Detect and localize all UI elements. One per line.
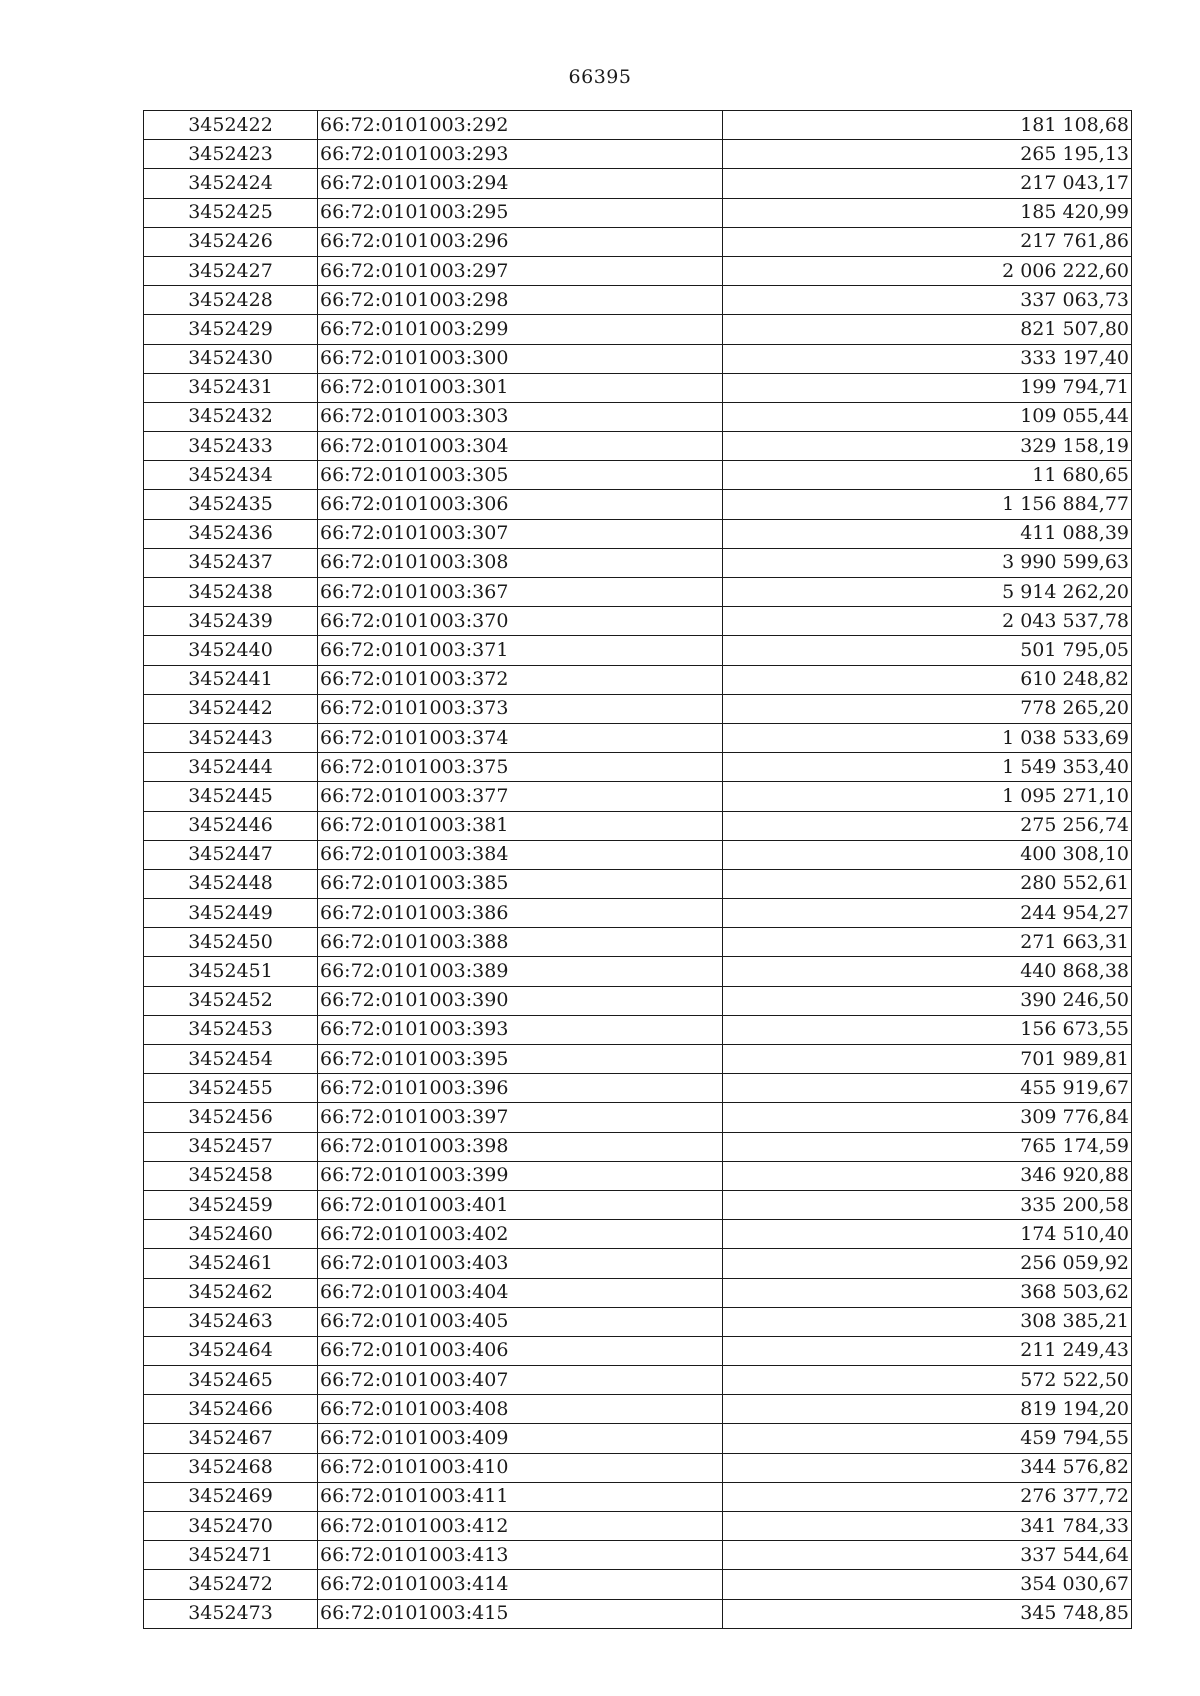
row-id-cell: 3452438 <box>144 578 318 607</box>
cadastral-number-cell: 66:72:0101003:300 <box>318 344 723 373</box>
row-id-cell: 3452426 <box>144 227 318 256</box>
row-id-cell: 3452459 <box>144 1190 318 1219</box>
row-id-cell: 3452462 <box>144 1278 318 1307</box>
cadastral-number-cell: 66:72:0101003:399 <box>318 1161 723 1190</box>
cadastral-number-cell: 66:72:0101003:301 <box>318 373 723 402</box>
cadastral-number-cell: 66:72:0101003:403 <box>318 1249 723 1278</box>
cadastral-value-cell: 1 095 271,10 <box>723 782 1132 811</box>
cadastral-number-cell: 66:72:0101003:307 <box>318 519 723 548</box>
cadastral-number-cell: 66:72:0101003:298 <box>318 286 723 315</box>
row-id-cell: 3452466 <box>144 1395 318 1424</box>
table-row <box>144 1541 1132 1570</box>
row-id-cell: 3452468 <box>144 1453 318 1482</box>
row-id-cell: 3452422 <box>144 111 318 140</box>
cadastral-value-cell: 109 055,44 <box>723 402 1132 431</box>
cadastral-value-table <box>143 110 1132 1629</box>
cadastral-number-cell: 66:72:0101003:295 <box>318 198 723 227</box>
row-id-cell: 3452425 <box>144 198 318 227</box>
table-row <box>144 315 1132 344</box>
cadastral-number-cell: 66:72:0101003:370 <box>318 607 723 636</box>
cadastral-value-cell: 156 673,55 <box>723 1015 1132 1044</box>
cadastral-value-cell: 455 919,67 <box>723 1074 1132 1103</box>
row-id-cell: 3452465 <box>144 1366 318 1395</box>
cadastral-value-cell: 211 249,43 <box>723 1336 1132 1365</box>
row-id-cell: 3452427 <box>144 256 318 285</box>
table-row <box>144 461 1132 490</box>
cadastral-number-cell: 66:72:0101003:411 <box>318 1482 723 1511</box>
table-row <box>144 256 1132 285</box>
row-id-cell: 3452443 <box>144 723 318 752</box>
cadastral-value-cell: 185 420,99 <box>723 198 1132 227</box>
row-id-cell: 3452439 <box>144 607 318 636</box>
table-row <box>144 402 1132 431</box>
cadastral-value-cell: 440 868,38 <box>723 957 1132 986</box>
cadastral-value-cell: 337 063,73 <box>723 286 1132 315</box>
cadastral-number-cell: 66:72:0101003:408 <box>318 1395 723 1424</box>
cadastral-value-cell: 1 549 353,40 <box>723 753 1132 782</box>
table-row <box>144 1424 1132 1453</box>
page-number: 66395 <box>568 66 632 88</box>
cadastral-value-cell: 329 158,19 <box>723 432 1132 461</box>
row-id-cell: 3452437 <box>144 548 318 577</box>
cadastral-number-cell: 66:72:0101003:292 <box>318 111 723 140</box>
cadastral-value-cell: 346 920,88 <box>723 1161 1132 1190</box>
cadastral-value-cell: 244 954,27 <box>723 899 1132 928</box>
row-id-cell: 3452430 <box>144 344 318 373</box>
cadastral-value-cell: 765 174,59 <box>723 1132 1132 1161</box>
table-row <box>144 665 1132 694</box>
table-row <box>144 519 1132 548</box>
cadastral-value-cell: 778 265,20 <box>723 694 1132 723</box>
table-row <box>144 1307 1132 1336</box>
row-id-cell: 3452442 <box>144 694 318 723</box>
cadastral-number-cell: 66:72:0101003:398 <box>318 1132 723 1161</box>
cadastral-number-cell: 66:72:0101003:381 <box>318 811 723 840</box>
row-id-cell: 3452446 <box>144 811 318 840</box>
row-id-cell: 3452423 <box>144 140 318 169</box>
cadastral-number-cell: 66:72:0101003:305 <box>318 461 723 490</box>
cadastral-value-cell: 280 552,61 <box>723 869 1132 898</box>
cadastral-number-cell: 66:72:0101003:406 <box>318 1336 723 1365</box>
cadastral-value-cell: 354 030,67 <box>723 1570 1132 1599</box>
table-row <box>144 1220 1132 1249</box>
cadastral-number-cell: 66:72:0101003:405 <box>318 1307 723 1336</box>
cadastral-value-cell: 181 108,68 <box>723 111 1132 140</box>
row-id-cell: 3452461 <box>144 1249 318 1278</box>
cadastral-value-cell: 459 794,55 <box>723 1424 1132 1453</box>
row-id-cell: 3452440 <box>144 636 318 665</box>
cadastral-number-cell: 66:72:0101003:372 <box>318 665 723 694</box>
row-id-cell: 3452464 <box>144 1336 318 1365</box>
table-row <box>144 111 1132 140</box>
cadastral-number-cell: 66:72:0101003:393 <box>318 1015 723 1044</box>
row-id-cell: 3452469 <box>144 1482 318 1511</box>
cadastral-number-cell: 66:72:0101003:367 <box>318 578 723 607</box>
table-row <box>144 227 1132 256</box>
cadastral-number-cell: 66:72:0101003:303 <box>318 402 723 431</box>
cadastral-number-cell: 66:72:0101003:375 <box>318 753 723 782</box>
cadastral-value-cell: 2 043 537,78 <box>723 607 1132 636</box>
table-row <box>144 840 1132 869</box>
cadastral-value-cell: 308 385,21 <box>723 1307 1132 1336</box>
table-row <box>144 694 1132 723</box>
row-id-cell: 3452463 <box>144 1307 318 1336</box>
table-row <box>144 986 1132 1015</box>
cadastral-number-cell: 66:72:0101003:385 <box>318 869 723 898</box>
cadastral-value-cell: 1 038 533,69 <box>723 723 1132 752</box>
table-row <box>144 490 1132 519</box>
cadastral-value-cell: 217 043,17 <box>723 169 1132 198</box>
table-row <box>144 1453 1132 1482</box>
row-id-cell: 3452433 <box>144 432 318 461</box>
cadastral-value-cell: 256 059,92 <box>723 1249 1132 1278</box>
cadastral-value-cell: 309 776,84 <box>723 1103 1132 1132</box>
cadastral-number-cell: 66:72:0101003:415 <box>318 1599 723 1628</box>
table-row <box>144 928 1132 957</box>
row-id-cell: 3452441 <box>144 665 318 694</box>
row-id-cell: 3452447 <box>144 840 318 869</box>
table-row <box>144 607 1132 636</box>
table-row <box>144 198 1132 227</box>
table-row <box>144 1103 1132 1132</box>
cadastral-value-cell: 337 544,64 <box>723 1541 1132 1570</box>
row-id-cell: 3452470 <box>144 1512 318 1541</box>
cadastral-number-cell: 66:72:0101003:297 <box>318 256 723 285</box>
cadastral-value-cell: 2 006 222,60 <box>723 256 1132 285</box>
cadastral-value-cell: 572 522,50 <box>723 1366 1132 1395</box>
cadastral-value-cell: 276 377,72 <box>723 1482 1132 1511</box>
cadastral-value-cell: 265 195,13 <box>723 140 1132 169</box>
cadastral-number-cell: 66:72:0101003:294 <box>318 169 723 198</box>
cadastral-number-cell: 66:72:0101003:293 <box>318 140 723 169</box>
row-id-cell: 3452432 <box>144 402 318 431</box>
cadastral-value-cell: 345 748,85 <box>723 1599 1132 1628</box>
cadastral-number-cell: 66:72:0101003:404 <box>318 1278 723 1307</box>
cadastral-value-cell: 501 795,05 <box>723 636 1132 665</box>
cadastral-number-cell: 66:72:0101003:386 <box>318 899 723 928</box>
row-id-cell: 3452450 <box>144 928 318 957</box>
cadastral-value-cell: 341 784,33 <box>723 1512 1132 1541</box>
cadastral-number-cell: 66:72:0101003:388 <box>318 928 723 957</box>
table-row <box>144 169 1132 198</box>
cadastral-number-cell: 66:72:0101003:407 <box>318 1366 723 1395</box>
table-row <box>144 1190 1132 1219</box>
table-row <box>144 811 1132 840</box>
table-row <box>144 1015 1132 1044</box>
cadastral-value-cell: 610 248,82 <box>723 665 1132 694</box>
table-row <box>144 869 1132 898</box>
cadastral-value-cell: 821 507,80 <box>723 315 1132 344</box>
table-row <box>144 1045 1132 1074</box>
row-id-cell: 3452449 <box>144 899 318 928</box>
cadastral-value-cell: 199 794,71 <box>723 373 1132 402</box>
cadastral-value-cell: 400 308,10 <box>723 840 1132 869</box>
table-row <box>144 286 1132 315</box>
table-row <box>144 1074 1132 1103</box>
row-id-cell: 3452452 <box>144 986 318 1015</box>
cadastral-number-cell: 66:72:0101003:414 <box>318 1570 723 1599</box>
cadastral-number-cell: 66:72:0101003:401 <box>318 1190 723 1219</box>
row-id-cell: 3452460 <box>144 1220 318 1249</box>
row-id-cell: 3452431 <box>144 373 318 402</box>
table-row <box>144 1278 1132 1307</box>
cadastral-value-cell: 701 989,81 <box>723 1045 1132 1074</box>
table-row <box>144 1336 1132 1365</box>
cadastral-number-cell: 66:72:0101003:410 <box>318 1453 723 1482</box>
cadastral-number-cell: 66:72:0101003:304 <box>318 432 723 461</box>
cadastral-value-cell: 335 200,58 <box>723 1190 1132 1219</box>
cadastral-value-cell: 271 663,31 <box>723 928 1132 957</box>
cadastral-number-cell: 66:72:0101003:371 <box>318 636 723 665</box>
cadastral-number-cell: 66:72:0101003:390 <box>318 986 723 1015</box>
cadastral-value-cell: 819 194,20 <box>723 1395 1132 1424</box>
row-id-cell: 3452444 <box>144 753 318 782</box>
table-row <box>144 548 1132 577</box>
cadastral-number-cell: 66:72:0101003:384 <box>318 840 723 869</box>
row-id-cell: 3452472 <box>144 1570 318 1599</box>
table-body <box>144 111 1132 1629</box>
cadastral-number-cell: 66:72:0101003:395 <box>318 1045 723 1074</box>
cadastral-value-cell: 333 197,40 <box>723 344 1132 373</box>
row-id-cell: 3452424 <box>144 169 318 198</box>
row-id-cell: 3452429 <box>144 315 318 344</box>
table-row <box>144 344 1132 373</box>
cadastral-value-cell: 390 246,50 <box>723 986 1132 1015</box>
row-id-cell: 3452473 <box>144 1599 318 1628</box>
cadastral-number-cell: 66:72:0101003:397 <box>318 1103 723 1132</box>
table-row <box>144 140 1132 169</box>
cadastral-number-cell: 66:72:0101003:296 <box>318 227 723 256</box>
row-id-cell: 3452451 <box>144 957 318 986</box>
cadastral-value-cell: 5 914 262,20 <box>723 578 1132 607</box>
cadastral-number-cell: 66:72:0101003:308 <box>318 548 723 577</box>
cadastral-number-cell: 66:72:0101003:374 <box>318 723 723 752</box>
cadastral-number-cell: 66:72:0101003:413 <box>318 1541 723 1570</box>
cadastral-value-cell: 344 576,82 <box>723 1453 1132 1482</box>
cadastral-value-cell: 368 503,62 <box>723 1278 1132 1307</box>
cadastral-number-cell: 66:72:0101003:402 <box>318 1220 723 1249</box>
row-id-cell: 3452458 <box>144 1161 318 1190</box>
row-id-cell: 3452457 <box>144 1132 318 1161</box>
table-row <box>144 957 1132 986</box>
table-row <box>144 899 1132 928</box>
row-id-cell: 3452453 <box>144 1015 318 1044</box>
cadastral-value-cell: 217 761,86 <box>723 227 1132 256</box>
row-id-cell: 3452428 <box>144 286 318 315</box>
table-row <box>144 432 1132 461</box>
row-id-cell: 3452471 <box>144 1541 318 1570</box>
table-row <box>144 753 1132 782</box>
table-row <box>144 1512 1132 1541</box>
row-id-cell: 3452455 <box>144 1074 318 1103</box>
cadastral-number-cell: 66:72:0101003:377 <box>318 782 723 811</box>
cadastral-value-cell: 11 680,65 <box>723 461 1132 490</box>
cadastral-value-cell: 174 510,40 <box>723 1220 1132 1249</box>
cadastral-number-cell: 66:72:0101003:412 <box>318 1512 723 1541</box>
cadastral-number-cell: 66:72:0101003:396 <box>318 1074 723 1103</box>
cadastral-number-cell: 66:72:0101003:373 <box>318 694 723 723</box>
row-id-cell: 3452445 <box>144 782 318 811</box>
table-row <box>144 1366 1132 1395</box>
row-id-cell: 3452435 <box>144 490 318 519</box>
row-id-cell: 3452467 <box>144 1424 318 1453</box>
cadastral-number-cell: 66:72:0101003:389 <box>318 957 723 986</box>
table-row <box>144 1395 1132 1424</box>
cadastral-value-cell: 275 256,74 <box>723 811 1132 840</box>
table-row <box>144 1132 1132 1161</box>
table-row <box>144 723 1132 752</box>
cadastral-number-cell: 66:72:0101003:409 <box>318 1424 723 1453</box>
table-row <box>144 1249 1132 1278</box>
table-row <box>144 373 1132 402</box>
row-id-cell: 3452434 <box>144 461 318 490</box>
row-id-cell: 3452456 <box>144 1103 318 1132</box>
table-row <box>144 578 1132 607</box>
cadastral-value-cell: 1 156 884,77 <box>723 490 1132 519</box>
cadastral-number-cell: 66:72:0101003:306 <box>318 490 723 519</box>
table-row <box>144 1482 1132 1511</box>
table-row <box>144 782 1132 811</box>
table-row <box>144 636 1132 665</box>
cadastral-value-cell: 3 990 599,63 <box>723 548 1132 577</box>
row-id-cell: 3452448 <box>144 869 318 898</box>
row-id-cell: 3452436 <box>144 519 318 548</box>
cadastral-value-cell: 411 088,39 <box>723 519 1132 548</box>
row-id-cell: 3452454 <box>144 1045 318 1074</box>
cadastral-number-cell: 66:72:0101003:299 <box>318 315 723 344</box>
table-row <box>144 1599 1132 1628</box>
table-row <box>144 1161 1132 1190</box>
table-row <box>144 1570 1132 1599</box>
